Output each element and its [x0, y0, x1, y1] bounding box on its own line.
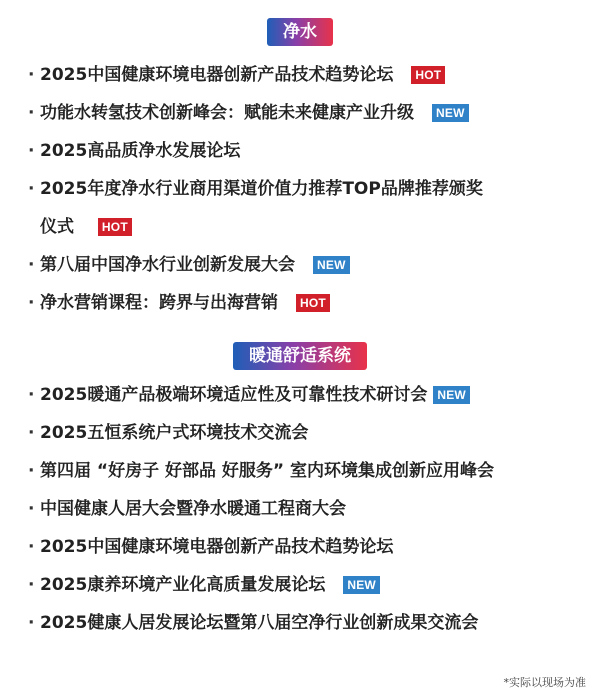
item-text: 功能水转氢技术创新峰会：赋能未来健康产业升级: [40, 103, 414, 123]
item-continuation: [28, 208, 584, 246]
list-item: [28, 604, 584, 642]
list-item: [28, 170, 584, 246]
bullet: ·: [28, 293, 35, 313]
new-badge: NEW: [343, 576, 380, 594]
item-text: 2025五恒系统户式环境技术交流会: [40, 423, 309, 443]
list-item: [28, 132, 584, 170]
list-item: [28, 414, 584, 452]
section-title: 暖通舒适系统: [233, 342, 367, 370]
item-text: 2025康养环境产业化高质量发展论坛: [40, 575, 326, 595]
item-text-continued: 仪式: [40, 217, 74, 237]
item-text: 2025高品质净水发展论坛: [40, 141, 241, 161]
list-item: [28, 452, 584, 490]
bullet: ·: [28, 141, 35, 161]
list-item: [28, 566, 584, 604]
item-text: 2025健康人居发展论坛暨第八届空净行业创新成果交流会: [40, 613, 479, 633]
bullet: ·: [28, 461, 35, 481]
list-item: [28, 284, 584, 322]
section-header-water-purification: [267, 18, 333, 46]
bullet: ·: [28, 423, 35, 443]
bullet: ·: [28, 613, 35, 633]
list-item: [28, 246, 584, 284]
bullet: ·: [28, 499, 35, 519]
item-text: 2025年度净水行业商用渠道价值力推荐TOP品牌推荐颁奖: [40, 179, 483, 199]
bullet: ·: [28, 65, 35, 85]
hvac-list: [28, 376, 584, 642]
list-item: [28, 528, 584, 566]
bullet: ·: [28, 103, 35, 123]
new-badge: NEW: [313, 256, 350, 274]
water-purification-list: [28, 56, 584, 322]
item-text: 第四届 “好房子 好部品 好服务” 室内环境集成创新应用峰会: [40, 461, 495, 481]
hot-badge: HOT: [411, 66, 445, 84]
footnote: *实际以现场为准: [503, 676, 586, 689]
item-text: 第八届中国净水行业创新发展大会: [40, 255, 295, 275]
item-text: 2025暖通产品极端环境适应性及可靠性技术研讨会: [40, 385, 428, 405]
item-text: 2025中国健康环境电器创新产品技术趋势论坛: [40, 537, 394, 557]
section-header-hvac: [233, 342, 367, 370]
bullet: ·: [28, 255, 35, 275]
item-text: 中国健康人居大会暨净水暖通工程商大会: [40, 499, 346, 519]
list-item: [28, 94, 584, 132]
hot-badge: HOT: [98, 218, 132, 236]
bullet: ·: [28, 575, 35, 595]
list-item: [28, 56, 584, 94]
bullet: ·: [28, 385, 35, 405]
list-item: [28, 490, 584, 528]
new-badge: NEW: [432, 104, 469, 122]
item-text: 2025中国健康环境电器创新产品技术趋势论坛: [40, 65, 394, 85]
bullet: ·: [28, 537, 35, 557]
new-badge: NEW: [433, 386, 470, 404]
bullet: ·: [28, 179, 35, 199]
item-text: 净水营销课程：跨界与出海营销: [40, 293, 278, 313]
hot-badge: HOT: [296, 294, 330, 312]
list-item: [28, 376, 584, 414]
section-title: 净水: [267, 18, 333, 46]
